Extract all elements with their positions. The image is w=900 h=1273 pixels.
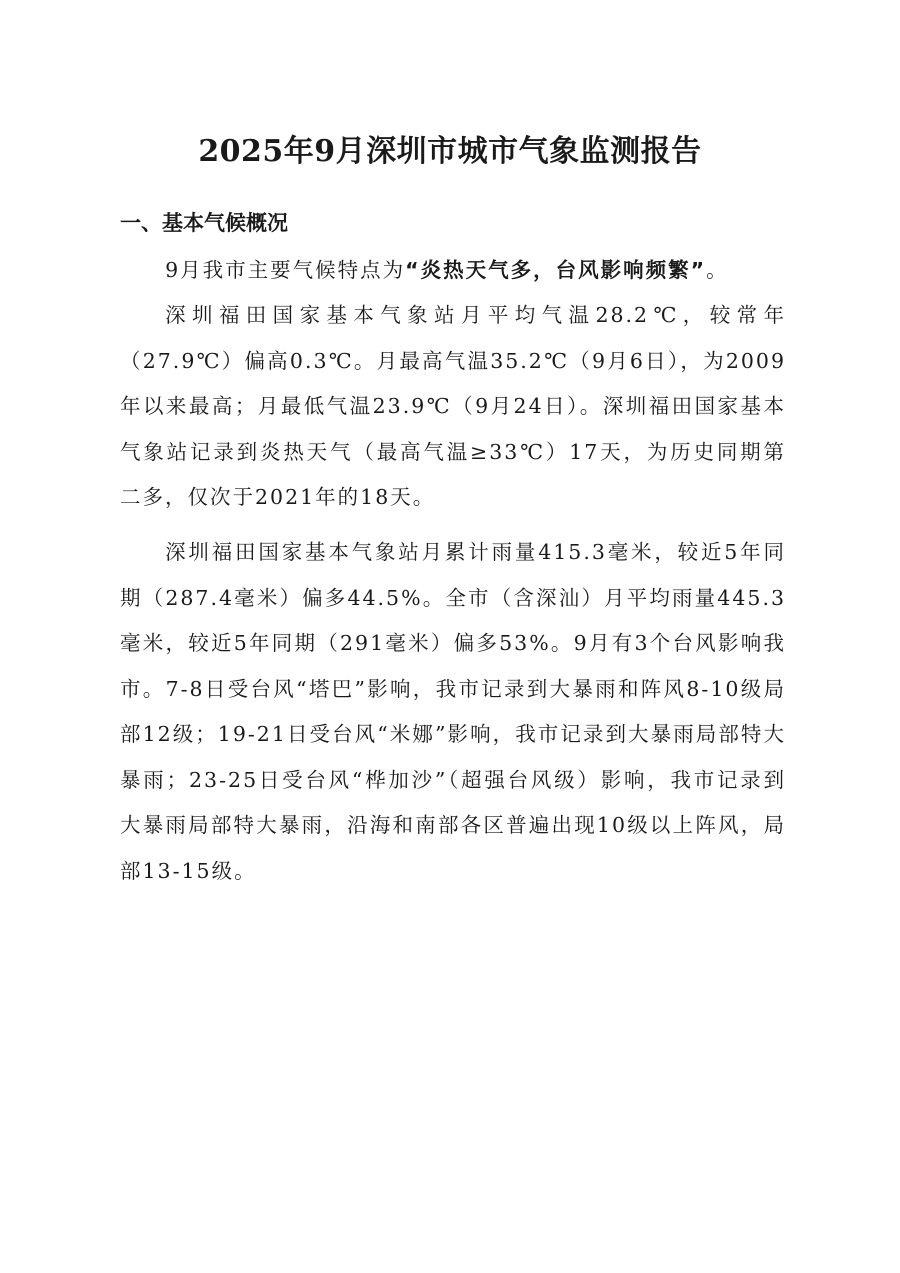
section-heading: 一、基本气候概况 [120,211,288,235]
document-title: 2025年9月深圳市城市气象监测报告 [198,134,702,169]
climate-summary-paragraph [120,248,786,294]
rainfall-typhoon-paragraph: 深圳福田国家基本气象站月累计雨量415.3毫米，较近5年同期（287.4毫米）偏多44.5%。全市（含深汕）月平均雨量445.3毫米，较近5年同期（291毫米）偏多53%。9月有3个台风影响我市。7-8日受台风“塔巴”影响，我市记录到大暴雨和阵风8-10级局部12级；19-21日受台风“米娜”影响，我市记录到大暴雨局部特大暴雨；23-25日受台风“桦加沙”（超强台风级）影响，我市记录到大暴雨局部特大暴雨，沿海和南部各区普遍出现10级以上阵风，局部13-15级。 [120,540,786,883]
summary-suffix: 。 [706,258,729,282]
summary-prefix: 9月我市主要气候特点为 [165,258,406,282]
temperature-paragraph: 深圳福田国家基本气象站月平均气温28.2℃，较常年（27.9℃）偏高0.3℃。月最高气温35.2℃（9月6日），为2009年以来最高；月最低气温23.9℃（9月24日）。深圳福田国家基本气象站记录到炎热天气（最高气温≥33℃）17天，为历史同期第二多，仅次于2021年的18天。 [120,303,786,509]
summary-emphasis: “炎热天气多，台风影响频繁” [405,258,707,282]
